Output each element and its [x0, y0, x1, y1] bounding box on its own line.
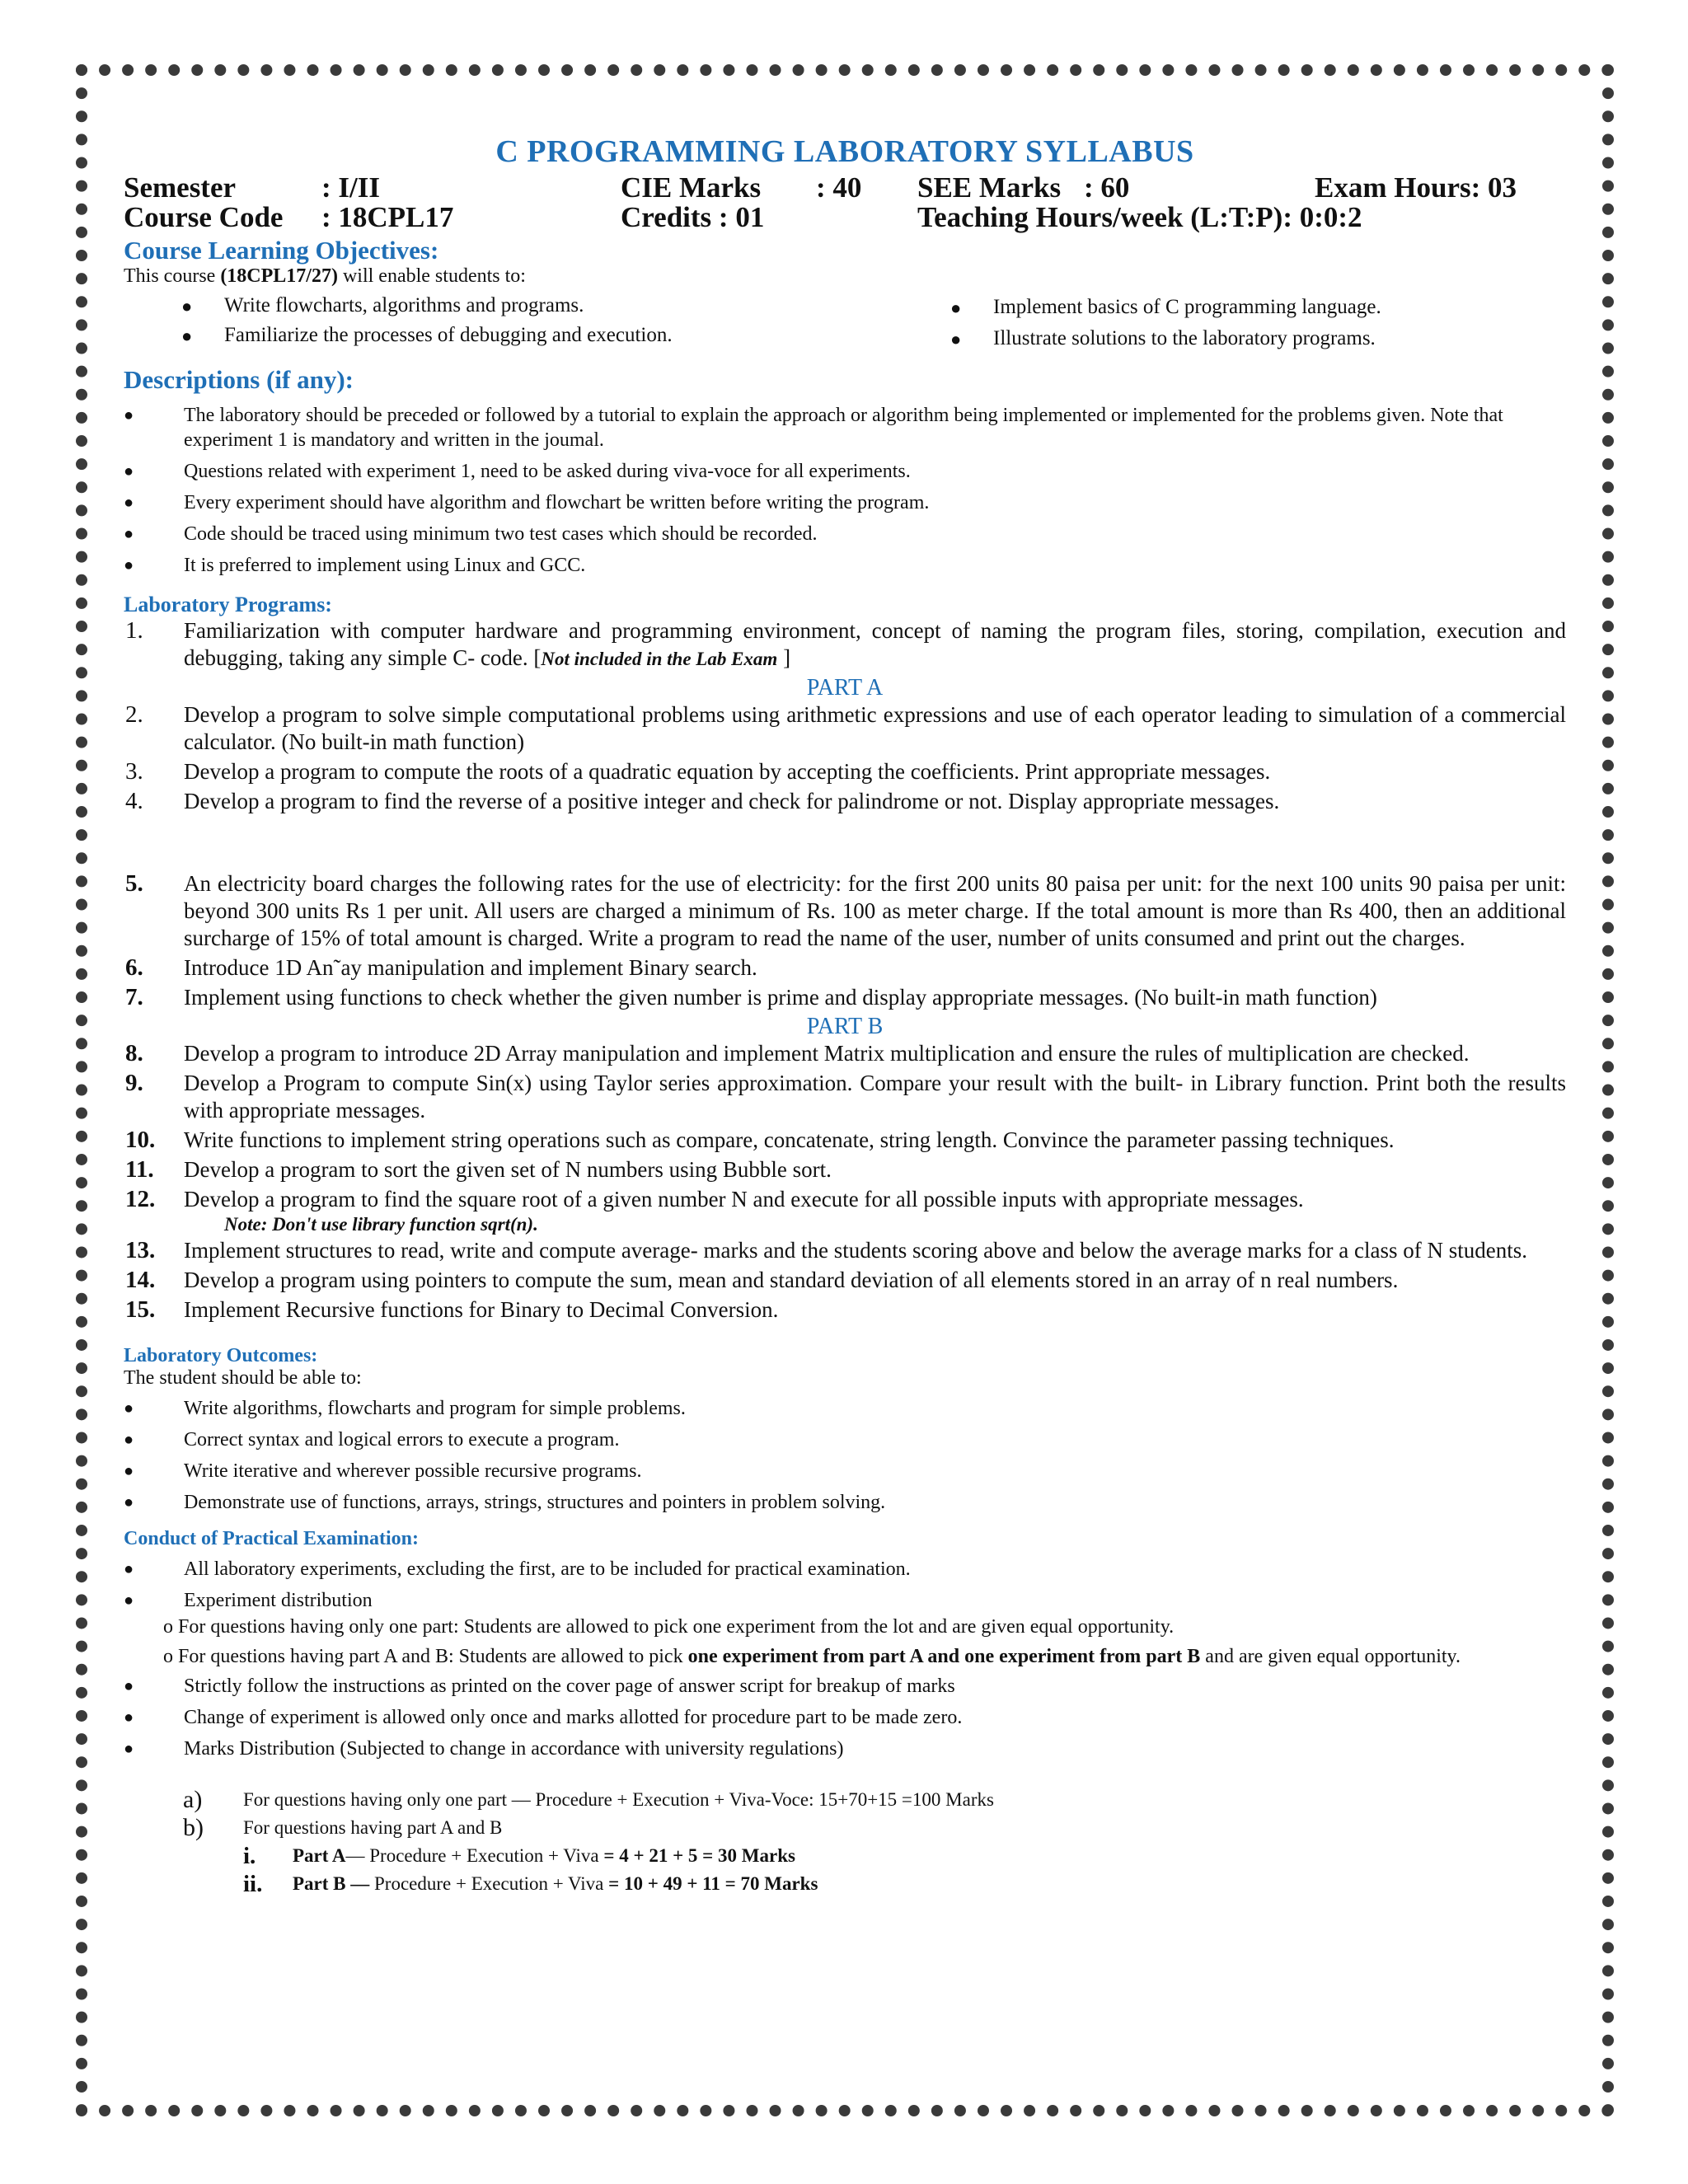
outcomes-intro: The student should be able to: — [124, 1367, 362, 1389]
objectives-intro: This course (18CPL17/27) will enable students to: — [124, 265, 526, 287]
part-a-heading: PART A — [806, 675, 884, 701]
conduct-item: ● Marks Distribution (Subjected to change in accordance with university regulations) — [124, 1736, 1566, 1761]
marks-part-b: ii. Part B — Procedure + Execution + Viva = 10 + 49 + 11 = 70 Marks — [243, 1871, 818, 1897]
teaching-hours: Teaching Hours/week (L:T:P): 0:0:2 — [917, 201, 1362, 233]
outcome-item: ● Correct syntax and logical errors to execute a program. — [124, 1427, 1566, 1452]
program-item: 4. Develop a program to find the reverse of a positive integer and check for palindrome or not. Display appropriate messages. — [125, 788, 1280, 814]
program-item: 1. Familiarization with computer hardware and programming environment, concept of naming the program files, storing, compilation, execution and debugging, taking any simple C- code. [Not included in the Lab Exam ] — [125, 617, 1566, 670]
course-code-label: Course Code — [124, 201, 284, 233]
program-item: 3. Develop a program to compute the roots of a quadratic equation by accepting the coefficients. Print appropriate messages. — [125, 758, 1271, 785]
descriptions-list — [124, 403, 1566, 578]
see-marks-value: : 60 — [1084, 171, 1130, 204]
program-item: 15. Implement Recursive functions for Binary to Decimal Conversion. — [125, 1296, 779, 1323]
description-item: ● It is preferred to implement using Linux and GCC. — [124, 553, 1566, 578]
distribution-two-parts: o For questions having part A and B: Students are allowed to pick one experiment from part A and one experiment from part B and are given equal opportunity. — [163, 1646, 1461, 1667]
conduct-item: ● Experiment distribution — [124, 1588, 1566, 1613]
course-code-value: : 18CPL17 — [321, 201, 454, 233]
objective-item: ● Write flowcharts, algorithms and programs. — [224, 294, 584, 317]
program-item: 12. Develop a program to find the square root of a given number N and execute for all possible inputs with appropriate messages. — [125, 1186, 1304, 1212]
conduct-list — [124, 1557, 1566, 1613]
lab-programs-list — [124, 617, 1566, 673]
program-item: 5. An electricity board charges the following rates for the use of electricity: for the first 200 units 80 paisa per unit: for the next 100 units 90 paisa per unit: beyond 300 units Rs 1 per unit. All users are charged a minimum of Rs. 100 as meter charge. If the total amount is more than Rs 400, then an additional surcharge of 15% of total amount is charged. Write a program to read the name of the user, number of units consumed and print out the charges. — [125, 870, 1566, 950]
see-marks-label: SEE Marks — [917, 171, 1062, 204]
distribution-one-part: o For questions having only one part: Students are allowed to pick one experiment from the lot and are given equal opportunity. — [163, 1616, 1175, 1638]
cie-marks-value: : 40 — [816, 171, 862, 204]
description-item: ● Code should be traced using minimum two test cases which should be recorded. — [124, 522, 1566, 546]
sqrt-note: Note: Don't use library function sqrt(n). — [224, 1214, 538, 1235]
page-title: C PROGRAMMING LABORATORY SYLLABUS — [495, 134, 1194, 169]
marks-option-a: a) For questions having only one part — Procedure + Execution + Viva-Voce: 15+70+15 =100 Marks — [183, 1786, 994, 1813]
program-item: 2. Develop a program to solve simple computational problems using arithmetic expressions and use of each operator leading to simulation of a commercial calculator. (No built-in math function) — [125, 701, 1566, 754]
course-header — [124, 171, 1566, 231]
exam-hours: Exam Hours: 03 — [1315, 171, 1517, 204]
part-b-programs — [124, 1040, 1566, 1213]
outcome-item: ● Write algorithms, flowcharts and program for simple problems. — [124, 1396, 1566, 1421]
outcomes-list — [124, 1396, 1566, 1515]
part-b-programs-continued — [124, 1237, 1566, 1324]
lab-programs-heading: Laboratory Programs: — [124, 593, 332, 616]
semester-value: : I/II — [321, 171, 380, 204]
program-item: 6. Introduce 1D An˜ay manipulation and implement Binary search. — [125, 954, 757, 981]
syllabus-page — [124, 134, 1566, 1898]
conduct-heading: Conduct of Practical Examination: — [124, 1528, 419, 1549]
description-item: ● The laboratory should be preceded or followed by a tutorial to explain the approach or algorithm being implemented or implemented for the problems given. Note that experiment 1 is mandatory and written in the joumal. — [124, 403, 1566, 452]
objective-item: ● Implement basics of C programming language. — [993, 296, 1381, 319]
descriptions-heading: Descriptions (if any): — [124, 365, 354, 394]
objective-item: ● Familiarize the processes of debugging and execution. — [224, 324, 673, 347]
description-item: ● Every experiment should have algorithm and flowchart be written before writing the program. — [124, 490, 1566, 515]
marks-option-b: b) For questions having part A and B — [183, 1814, 503, 1841]
description-item: ● Questions related with experiment 1, need to be asked during viva-voce for all experiments. — [124, 459, 1566, 484]
cie-marks-label: CIE Marks — [621, 171, 762, 204]
program-item: 10. Write functions to implement string operations such as compare, concatenate, string length. Convince the parameter passing techniques. — [125, 1127, 1395, 1153]
part-b-heading: PART B — [806, 1014, 884, 1039]
part-a-programs-continued — [124, 870, 1566, 1011]
conduct-item: ● Change of experiment is allowed only once and marks allotted for procedure part to be made zero. — [124, 1705, 1566, 1730]
program-item: 11. Develop a program to sort the given set of N numbers using Bubble sort. — [125, 1156, 832, 1183]
part-a-programs — [124, 701, 1566, 815]
credits: Credits : 01 — [621, 201, 765, 233]
objectives-list — [124, 294, 1566, 359]
program-item: 9. Develop a Program to compute Sin(x) using Taylor series approximation. Compare your result with the built- in Library function. Print both the results with appropriate messages. — [125, 1070, 1566, 1122]
program-item: 7. Implement using functions to check whether the given number is prime and display appropriate messages. (No built-in math function) — [125, 984, 1377, 1010]
program-item: 14. Develop a program using pointers to compute the sum, mean and standard deviation of all elements stored in an array of n real numbers. — [125, 1267, 1399, 1293]
objective-item: ● Illustrate solutions to the laboratory programs. — [993, 327, 1376, 350]
semester-label: Semester — [124, 171, 237, 204]
outcome-item: ● Write iterative and wherever possible recursive programs. — [124, 1459, 1566, 1483]
objectives-heading: Course Learning Objectives: — [124, 236, 439, 265]
conduct-item: ● Strictly follow the instructions as printed on the cover page of answer script for breakup of marks — [124, 1674, 1566, 1699]
program-item: 8. Develop a program to introduce 2D Array manipulation and implement Matrix multiplication and ensure the rules of multiplication are checked. — [125, 1040, 1470, 1066]
marks-part-a: i. Part A— Procedure + Execution + Viva = 4 + 21 + 5 = 30 Marks — [243, 1843, 795, 1869]
conduct-item: ● All laboratory experiments, excluding the first, are to be included for practical examination. — [124, 1557, 1566, 1582]
conduct-list-continued — [124, 1674, 1566, 1761]
marks-distribution — [124, 1786, 1566, 1898]
outcome-item: ● Demonstrate use of functions, arrays, strings, structures and pointers in problem solving. — [124, 1490, 1566, 1515]
program-item: 13. Implement structures to read, write and compute average- marks and the students scoring above and below the average marks for a class of N students. — [125, 1237, 1527, 1263]
outcomes-heading: Laboratory Outcomes: — [124, 1345, 318, 1366]
